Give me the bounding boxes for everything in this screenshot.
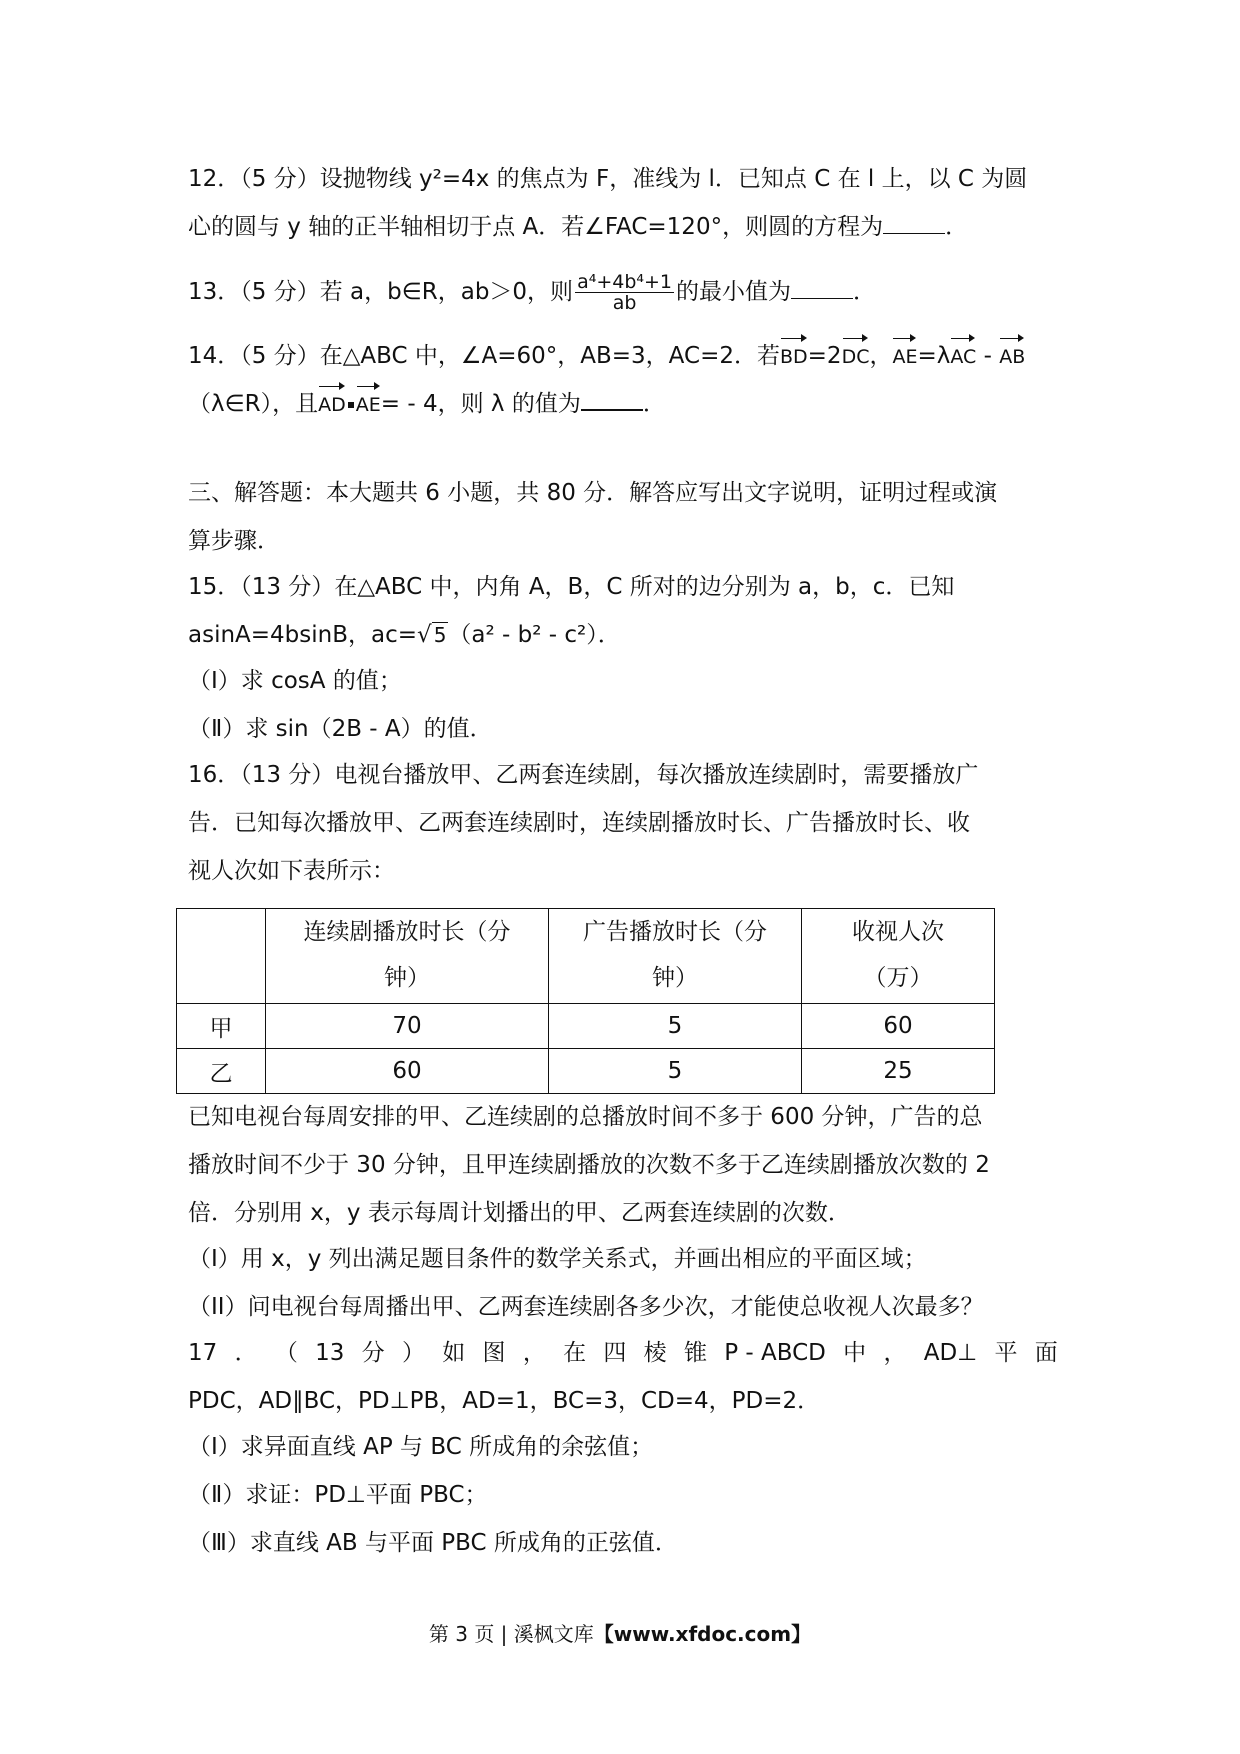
q17-word: （ <box>274 1340 298 1366</box>
q17-word: 13 <box>315 1340 345 1366</box>
section3-line1: 三、解答题：本大题共 6 小题，共 80 分．解答应写出文字说明，证明过程或演 <box>188 480 998 506</box>
answer-blank <box>883 211 945 234</box>
q16-line6: 倍．分别用 x，y 表示每周计划播出的甲、乙两套连续剧的次数． <box>188 1200 851 1226</box>
q17-word: ） <box>401 1340 425 1366</box>
q13-pre: 13．（5 分）若 a，b∈R，ab＞0，则 <box>188 279 574 305</box>
q13-post: 的最小值为 <box>676 279 792 305</box>
q14-line1 <box>188 336 1058 374</box>
tv-schedule-table <box>176 908 995 1094</box>
sqrt-expression: √ 5 <box>417 622 447 648</box>
table-cell-name: 乙 <box>177 1049 266 1094</box>
table-header-empty <box>177 909 266 1004</box>
q15-line1: 15．（13 分）在△ABC 中，内角 A，B，C 所对的边分别为 a，b，c．已知 <box>188 574 955 600</box>
q16-part2: （II）问电视台每周播出甲、乙两套连续剧各多少次，才能使总收视人次最多？ <box>188 1294 984 1320</box>
answer-blank <box>791 276 853 299</box>
q15-line2 <box>188 618 1058 652</box>
fraction <box>575 272 674 313</box>
q17-word: 锥 <box>683 1340 707 1366</box>
q13-end: ． <box>853 279 877 305</box>
q15-l2b: （a² - b² - c²）． <box>448 622 621 648</box>
q16-part1: （I）用 x，y 列出满足题目条件的数学关系式，并画出相应的平面区域； <box>188 1246 927 1272</box>
table-header-ad-duration <box>549 909 802 1004</box>
q14-eq2: =2 <box>807 343 842 369</box>
q17-word: 棱 <box>643 1340 667 1366</box>
q17-part2: （Ⅱ）求证：PD⊥平面 PBC； <box>188 1482 488 1508</box>
q17-word: 图 <box>482 1340 506 1366</box>
sqrt-radicand: 5 <box>433 623 447 647</box>
q17-part3: （Ⅲ）求直线 AB 与平面 PBC 所成角的正弦值． <box>188 1530 678 1556</box>
q17-word: P - ABCD <box>724 1340 826 1366</box>
q16-line5: 播放时间不少于 30 分钟，且甲连续剧播放的次数不多于乙连续剧播放次数的 2 <box>188 1152 990 1178</box>
table-cell-name: 甲 <box>177 1004 266 1049</box>
q16-line4: 已知电视台每周安排的甲、乙连续剧的总播放时间不多于 600 分钟，广告的总 <box>188 1104 983 1130</box>
table-cell: 70 <box>266 1004 549 1049</box>
q17-word: ， <box>522 1340 546 1366</box>
header-text: 收视人次 <box>852 919 944 945</box>
q17-word: 面 <box>1034 1340 1058 1366</box>
table-cell: 25 <box>802 1049 995 1094</box>
q17-word: 分 <box>361 1340 385 1366</box>
table-row <box>177 1004 995 1049</box>
vector-dc: DC <box>842 336 870 374</box>
table-header-row <box>177 909 995 1004</box>
q12-text: 心的圆与 y 轴的正半轴相切于点 A．若∠FAC=120°，则圆的方程为 <box>188 214 884 240</box>
q16-line2: 告．已知每次播放甲、乙两套连续剧时，连续剧播放时长、广告播放时长、收 <box>188 810 970 836</box>
vector-ab: AB <box>999 336 1025 374</box>
q15-l2a: asinA=4bsinB，ac= <box>188 622 418 648</box>
q14-minus: - <box>976 343 1000 369</box>
table-header-viewers <box>802 909 995 1004</box>
q14-eql: =λ <box>917 343 951 369</box>
header-text: 钟） <box>652 965 698 991</box>
q16-line1: 16．（13 分）电视台播放甲、乙两套连续剧，每次播放连续剧时，需要播放广 <box>188 762 979 788</box>
vector-ae: AE <box>892 336 917 374</box>
q17-line2: PDC，AD∥BC，PD⊥PB，AD=1，BC=3，CD=4，PD=2． <box>188 1388 821 1414</box>
q17-part1: （Ⅰ）求异面直线 AP 与 BC 所成角的余弦值； <box>188 1434 654 1460</box>
header-text: （万） <box>863 965 933 991</box>
table-cell: 5 <box>549 1004 802 1049</box>
q17-line1 <box>188 1336 1058 1370</box>
table-cell: 60 <box>802 1004 995 1049</box>
dot-product-icon <box>348 402 354 408</box>
q14-comma: ， <box>869 343 893 369</box>
q15-part1: （Ⅰ）求 cosA 的值； <box>188 668 402 694</box>
vector-ac: AC <box>950 336 976 374</box>
q17-word: ， <box>883 1340 907 1366</box>
q14-end: ． <box>642 391 666 417</box>
table-cell: 60 <box>266 1049 549 1094</box>
q14-pre: 14．（5 分）在△ABC 中，∠A=60°，AB=3，AC=2．若 <box>188 343 780 369</box>
fraction-numerator: a⁴+4b⁴+1 <box>577 271 673 293</box>
table-row <box>177 1049 995 1094</box>
q17-word: 平 <box>994 1340 1018 1366</box>
vector-ad: AD <box>318 384 346 422</box>
vector-bd: BD <box>780 336 808 374</box>
q14-line2 <box>188 384 1058 422</box>
table-header-drama-duration <box>266 909 549 1004</box>
footer-page-label: 第 3 页 | 溪枫文库 <box>428 1622 594 1646</box>
q12-end: ． <box>945 214 969 240</box>
q17-word: 在 <box>563 1340 587 1366</box>
q14-l2pre: （λ∈R），且 <box>188 391 319 417</box>
q17-word: ． <box>234 1340 258 1366</box>
q12-line2 <box>188 210 1058 244</box>
q13-line <box>188 262 1058 322</box>
header-text: 广告播放时长（分 <box>583 919 767 945</box>
section3-line2: 算步骤． <box>188 528 280 554</box>
q14-l2mid: = - 4，则 λ 的值为 <box>380 391 581 417</box>
answer-blank <box>581 387 643 411</box>
page-footer <box>0 1618 1240 1647</box>
vector-ae-2: AE <box>356 384 381 422</box>
header-text: 钟） <box>384 965 430 991</box>
q17-word: AD⊥ <box>923 1340 978 1366</box>
q12-line1: 12．（5 分）设抛物线 y²=4x 的焦点为 F，准线为 l．已知点 C 在 l 上，以 C 为圆 <box>188 166 1028 192</box>
q17-word: 中 <box>843 1340 867 1366</box>
fraction-denominator: ab <box>612 292 637 314</box>
q16-line3: 视人次如下表所示： <box>188 858 395 884</box>
q17-word: 如 <box>442 1340 466 1366</box>
q17-word: 四 <box>603 1340 627 1366</box>
table-cell: 5 <box>549 1049 802 1094</box>
header-text: 连续剧播放时长（分 <box>303 919 511 945</box>
footer-brand-link[interactable]: 【www.xfdoc.com】 <box>593 1622 812 1646</box>
q15-part2: （Ⅱ）求 sin（2B - A）的值． <box>188 716 493 742</box>
q17-word: 17 <box>188 1340 218 1366</box>
